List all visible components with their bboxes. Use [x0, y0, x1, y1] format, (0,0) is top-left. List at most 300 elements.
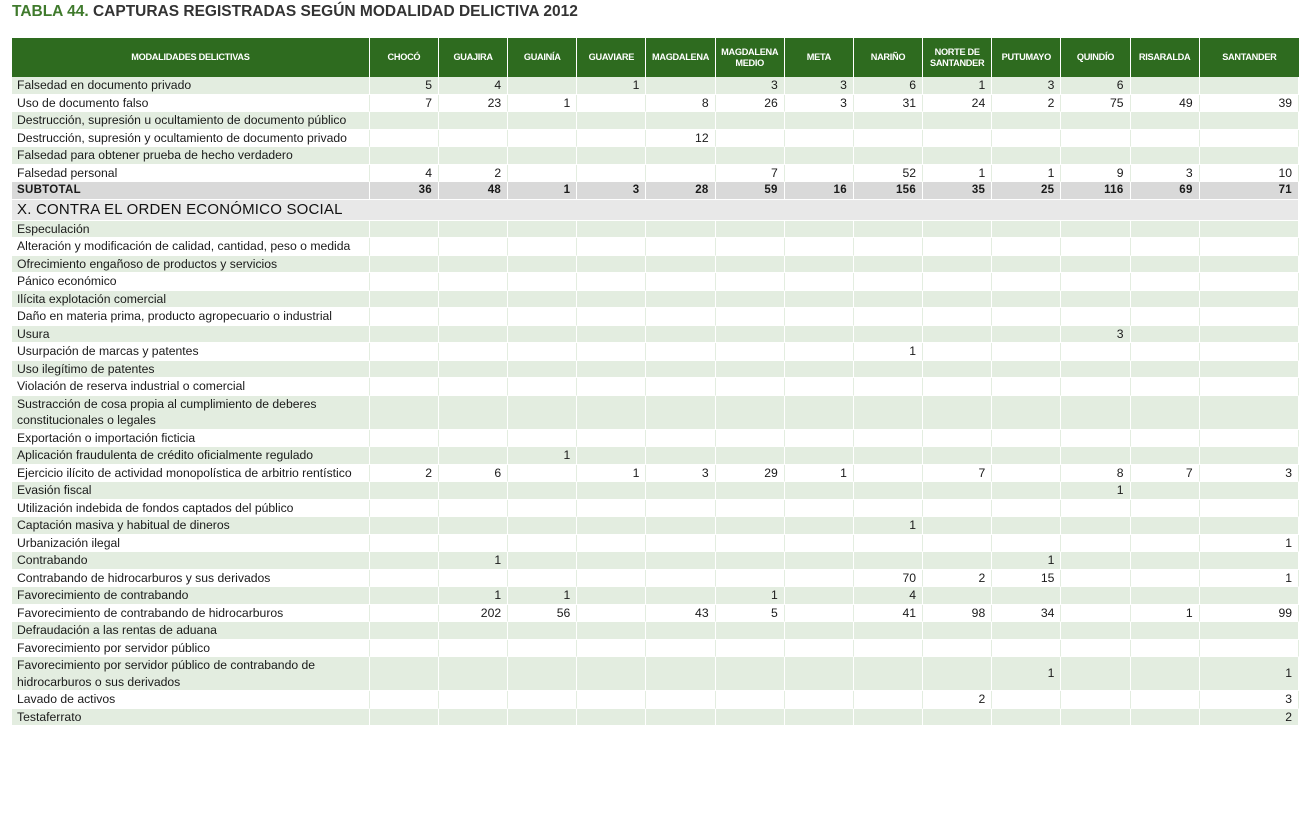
value-cell: [370, 691, 439, 709]
table-row: [12, 326, 1299, 344]
value-cell: 6: [854, 77, 923, 95]
value-cell: [1061, 221, 1130, 239]
value-cell: [1131, 147, 1200, 165]
value-cell: 15: [992, 570, 1061, 588]
value-cell: [370, 291, 439, 309]
value-cell: 1: [577, 77, 646, 95]
value-cell: [370, 326, 439, 344]
value-cell: 1: [508, 182, 577, 200]
value-cell: [646, 640, 715, 658]
value-cell: 10: [1200, 165, 1299, 183]
value-cell: [785, 552, 854, 570]
value-cell: [577, 238, 646, 256]
row-label: Usurpación de marcas y patentes: [12, 343, 370, 361]
value-cell: 99: [1200, 605, 1299, 623]
value-cell: [439, 657, 508, 691]
value-cell: [439, 517, 508, 535]
value-cell: [1061, 343, 1130, 361]
value-cell: 8: [1061, 465, 1130, 483]
value-cell: [716, 430, 785, 448]
value-cell: [785, 517, 854, 535]
value-cell: [577, 343, 646, 361]
value-cell: [1131, 378, 1200, 396]
value-cell: [1131, 570, 1200, 588]
table-row: [12, 535, 1299, 553]
row-label: Contrabando: [12, 552, 370, 570]
value-cell: [577, 112, 646, 130]
value-cell: [370, 430, 439, 448]
value-cell: [785, 482, 854, 500]
value-cell: [370, 605, 439, 623]
value-cell: [439, 147, 508, 165]
value-cell: [577, 552, 646, 570]
value-cell: [370, 517, 439, 535]
value-cell: [854, 482, 923, 500]
value-cell: [439, 396, 508, 430]
value-cell: [1200, 447, 1299, 465]
value-cell: 116: [1061, 182, 1130, 200]
value-cell: [646, 482, 715, 500]
value-cell: [923, 552, 992, 570]
value-cell: [716, 130, 785, 148]
value-cell: [716, 112, 785, 130]
value-cell: 69: [1131, 182, 1200, 200]
value-cell: [923, 535, 992, 553]
value-cell: [439, 447, 508, 465]
table-row: [12, 77, 1299, 95]
value-cell: [923, 238, 992, 256]
value-cell: [508, 482, 577, 500]
value-cell: [439, 343, 508, 361]
row-label: Testaferrato: [12, 709, 370, 727]
value-cell: 1: [1200, 570, 1299, 588]
value-cell: [992, 343, 1061, 361]
value-cell: [1200, 273, 1299, 291]
value-cell: [785, 447, 854, 465]
value-cell: [577, 361, 646, 379]
value-cell: [923, 112, 992, 130]
value-cell: 34: [992, 605, 1061, 623]
value-cell: [508, 691, 577, 709]
value-cell: [992, 147, 1061, 165]
value-cell: [785, 221, 854, 239]
row-label: Contrabando de hidrocarburos y sus derivados: [12, 570, 370, 588]
value-cell: [370, 308, 439, 326]
value-cell: [923, 147, 992, 165]
value-cell: [854, 640, 923, 658]
value-cell: 2: [370, 465, 439, 483]
value-cell: [785, 378, 854, 396]
value-cell: [508, 77, 577, 95]
value-cell: 1: [992, 165, 1061, 183]
value-cell: [785, 657, 854, 691]
value-cell: [508, 657, 577, 691]
value-cell: [577, 535, 646, 553]
value-cell: [992, 378, 1061, 396]
value-cell: [370, 378, 439, 396]
value-cell: [646, 221, 715, 239]
value-cell: [508, 640, 577, 658]
value-cell: 48: [439, 182, 508, 200]
table-row: [12, 256, 1299, 274]
row-label: Violación de reserva industrial o comercial: [12, 378, 370, 396]
value-cell: [854, 622, 923, 640]
value-cell: [1131, 326, 1200, 344]
value-cell: 59: [716, 182, 785, 200]
value-cell: [646, 77, 715, 95]
value-cell: [785, 605, 854, 623]
value-cell: [716, 691, 785, 709]
value-cell: [1131, 587, 1200, 605]
value-cell: [370, 130, 439, 148]
value-cell: [854, 396, 923, 430]
value-cell: [785, 361, 854, 379]
value-cell: [716, 535, 785, 553]
value-cell: 2: [1200, 709, 1299, 727]
column-header-guaviare: GUAVIARE: [577, 38, 646, 77]
table-row: [12, 605, 1299, 623]
table-row: [12, 465, 1299, 483]
value-cell: [508, 130, 577, 148]
value-cell: [439, 535, 508, 553]
value-cell: [1200, 326, 1299, 344]
value-cell: [577, 308, 646, 326]
value-cell: [577, 500, 646, 518]
row-label: Favorecimiento de contrabando: [12, 587, 370, 605]
value-cell: [854, 308, 923, 326]
value-cell: [716, 221, 785, 239]
row-label: Lavado de activos: [12, 691, 370, 709]
value-cell: [577, 147, 646, 165]
table-row: [12, 447, 1299, 465]
table-number: TABLA 44.: [12, 3, 89, 20]
captures-table: [12, 38, 1299, 726]
value-cell: [1061, 605, 1130, 623]
column-header-guainía: GUAINÍA: [508, 38, 577, 77]
value-cell: [508, 326, 577, 344]
value-cell: [716, 147, 785, 165]
table-row: [12, 378, 1299, 396]
value-cell: [854, 430, 923, 448]
row-label: Destrucción, supresión y ocultamiento de documento privado: [12, 130, 370, 148]
value-cell: 39: [1200, 95, 1299, 113]
value-cell: [923, 256, 992, 274]
value-cell: [370, 500, 439, 518]
value-cell: [716, 238, 785, 256]
value-cell: [577, 691, 646, 709]
value-cell: 1: [1200, 657, 1299, 691]
row-label: Exportación o importación ficticia: [12, 430, 370, 448]
value-cell: [439, 308, 508, 326]
value-cell: [923, 308, 992, 326]
value-cell: [370, 447, 439, 465]
value-cell: 1: [992, 552, 1061, 570]
value-cell: [923, 657, 992, 691]
value-cell: [508, 709, 577, 727]
value-cell: [370, 657, 439, 691]
value-cell: 5: [716, 605, 785, 623]
value-cell: [1131, 709, 1200, 727]
value-cell: [577, 430, 646, 448]
value-cell: [1131, 552, 1200, 570]
value-cell: [923, 430, 992, 448]
column-header-santander: SANTANDER: [1200, 38, 1299, 77]
value-cell: [785, 291, 854, 309]
value-cell: [1131, 500, 1200, 518]
value-cell: [439, 256, 508, 274]
value-cell: [992, 256, 1061, 274]
value-cell: [992, 465, 1061, 483]
table-body: [12, 77, 1299, 726]
value-cell: [1200, 361, 1299, 379]
value-cell: [508, 570, 577, 588]
value-cell: [646, 657, 715, 691]
row-label: Daño en materia prima, producto agropecuario o industrial: [12, 308, 370, 326]
value-cell: [1061, 112, 1130, 130]
row-label: Especulación: [12, 221, 370, 239]
row-label: Uso de documento falso: [12, 95, 370, 113]
value-cell: [646, 709, 715, 727]
table-row: [12, 147, 1299, 165]
value-cell: 56: [508, 605, 577, 623]
value-cell: [439, 430, 508, 448]
value-cell: 3: [1200, 465, 1299, 483]
value-cell: [716, 500, 785, 518]
value-cell: [992, 130, 1061, 148]
value-cell: [785, 308, 854, 326]
value-cell: [646, 343, 715, 361]
value-cell: 4: [370, 165, 439, 183]
value-cell: [370, 552, 439, 570]
value-cell: [577, 256, 646, 274]
value-cell: [1200, 343, 1299, 361]
table-row: [12, 273, 1299, 291]
value-cell: [1200, 430, 1299, 448]
value-cell: 31: [854, 95, 923, 113]
column-header-risaralda: RISARALDA: [1131, 38, 1200, 77]
value-cell: [992, 396, 1061, 430]
value-cell: [785, 500, 854, 518]
value-cell: [1200, 308, 1299, 326]
value-cell: 3: [992, 77, 1061, 95]
row-label: Falsedad en documento privado: [12, 77, 370, 95]
value-cell: 26: [716, 95, 785, 113]
value-cell: [785, 343, 854, 361]
value-cell: [370, 112, 439, 130]
row-label: Sustracción de cosa propia al cumplimiento de deberes constitucionales o legales: [12, 396, 370, 430]
value-cell: [370, 622, 439, 640]
value-cell: [1200, 77, 1299, 95]
value-cell: [923, 622, 992, 640]
value-cell: [785, 430, 854, 448]
value-cell: [785, 273, 854, 291]
value-cell: [923, 709, 992, 727]
value-cell: 2: [992, 95, 1061, 113]
value-cell: [577, 273, 646, 291]
value-cell: [646, 570, 715, 588]
value-cell: [923, 587, 992, 605]
value-cell: 2: [923, 570, 992, 588]
value-cell: [1061, 291, 1130, 309]
value-cell: 29: [716, 465, 785, 483]
value-cell: [716, 343, 785, 361]
value-cell: [439, 112, 508, 130]
table-row: [12, 95, 1299, 113]
value-cell: [1131, 308, 1200, 326]
value-cell: [646, 430, 715, 448]
value-cell: [1061, 552, 1130, 570]
subtotal-row: [12, 182, 1299, 200]
value-cell: 1: [785, 465, 854, 483]
column-header-guajira: GUAJIRA: [439, 38, 508, 77]
value-cell: [923, 517, 992, 535]
value-cell: 3: [577, 182, 646, 200]
value-cell: [992, 430, 1061, 448]
row-label: Ilícita explotación comercial: [12, 291, 370, 309]
value-cell: [923, 361, 992, 379]
value-cell: [370, 343, 439, 361]
value-cell: 3: [785, 95, 854, 113]
value-cell: [508, 147, 577, 165]
value-cell: [1131, 130, 1200, 148]
value-cell: [1200, 482, 1299, 500]
value-cell: [508, 221, 577, 239]
value-cell: [646, 238, 715, 256]
value-cell: [854, 465, 923, 483]
table-row: [12, 552, 1299, 570]
row-label: Ofrecimiento engañoso de productos y servicios: [12, 256, 370, 274]
value-cell: [577, 221, 646, 239]
value-cell: 1: [992, 657, 1061, 691]
value-cell: [577, 587, 646, 605]
value-cell: [439, 361, 508, 379]
value-cell: [439, 691, 508, 709]
row-label: Captación masiva y habitual de dineros: [12, 517, 370, 535]
value-cell: [785, 165, 854, 183]
value-cell: [854, 112, 923, 130]
value-cell: [646, 517, 715, 535]
value-cell: [646, 500, 715, 518]
row-label: Defraudación a las rentas de aduana: [12, 622, 370, 640]
table-row: [12, 657, 1299, 691]
value-cell: [508, 273, 577, 291]
value-cell: 1: [577, 465, 646, 483]
table-row: [12, 112, 1299, 130]
value-cell: 16: [785, 182, 854, 200]
value-cell: [646, 535, 715, 553]
value-cell: 41: [854, 605, 923, 623]
value-cell: [1131, 273, 1200, 291]
row-label: Utilización indebida de fondos captados del público: [12, 500, 370, 518]
value-cell: [992, 517, 1061, 535]
value-cell: [1061, 396, 1130, 430]
value-cell: [1061, 587, 1130, 605]
value-cell: [785, 640, 854, 658]
value-cell: [646, 291, 715, 309]
column-header-putumayo: PUTUMAYO: [992, 38, 1061, 77]
value-cell: [646, 622, 715, 640]
value-cell: [1061, 622, 1130, 640]
value-cell: 1: [716, 587, 785, 605]
value-cell: [854, 361, 923, 379]
value-cell: [439, 570, 508, 588]
value-cell: [370, 396, 439, 430]
value-cell: 3: [785, 77, 854, 95]
value-cell: [716, 396, 785, 430]
value-cell: 25: [992, 182, 1061, 200]
value-cell: [439, 221, 508, 239]
value-cell: [923, 500, 992, 518]
value-cell: [785, 256, 854, 274]
value-cell: [577, 165, 646, 183]
value-cell: [854, 326, 923, 344]
value-cell: [854, 238, 923, 256]
value-cell: [1061, 570, 1130, 588]
value-cell: [370, 570, 439, 588]
row-label: Ejercicio ilícito de actividad monopolística de arbitrio rentístico: [12, 465, 370, 483]
value-cell: [508, 500, 577, 518]
table-row: [12, 396, 1299, 430]
column-header-chocó: CHOCÓ: [370, 38, 439, 77]
value-cell: [646, 256, 715, 274]
value-cell: [992, 622, 1061, 640]
value-cell: [716, 657, 785, 691]
value-cell: [577, 482, 646, 500]
value-cell: [577, 570, 646, 588]
value-cell: [923, 482, 992, 500]
table-row: [12, 517, 1299, 535]
value-cell: 12: [646, 130, 715, 148]
value-cell: [646, 447, 715, 465]
value-cell: [439, 238, 508, 256]
value-cell: [1200, 291, 1299, 309]
value-cell: 3: [716, 77, 785, 95]
value-cell: [785, 147, 854, 165]
value-cell: 7: [370, 95, 439, 113]
table-row: [12, 430, 1299, 448]
value-cell: [716, 378, 785, 396]
value-cell: [1061, 273, 1130, 291]
table-row: [12, 308, 1299, 326]
value-cell: [508, 622, 577, 640]
value-cell: [854, 657, 923, 691]
value-cell: [370, 640, 439, 658]
value-cell: [1061, 361, 1130, 379]
value-cell: [370, 221, 439, 239]
table-row: [12, 238, 1299, 256]
value-cell: [577, 326, 646, 344]
value-cell: [646, 273, 715, 291]
value-cell: 3: [1200, 691, 1299, 709]
value-cell: [716, 447, 785, 465]
value-cell: [1131, 396, 1200, 430]
value-cell: [439, 622, 508, 640]
value-cell: [1061, 535, 1130, 553]
value-cell: [577, 640, 646, 658]
value-cell: [992, 447, 1061, 465]
value-cell: [646, 112, 715, 130]
row-label: Favorecimiento por servidor público de contrabando de hidrocarburos o sus derivados: [12, 657, 370, 691]
value-cell: [785, 709, 854, 727]
value-cell: [716, 256, 785, 274]
column-header-norte-de-santander: NORTE DE SANTANDER: [923, 38, 992, 77]
value-cell: [439, 500, 508, 518]
value-cell: [370, 273, 439, 291]
value-cell: [439, 482, 508, 500]
value-cell: 6: [439, 465, 508, 483]
value-cell: 1: [1061, 482, 1130, 500]
value-cell: [1131, 482, 1200, 500]
